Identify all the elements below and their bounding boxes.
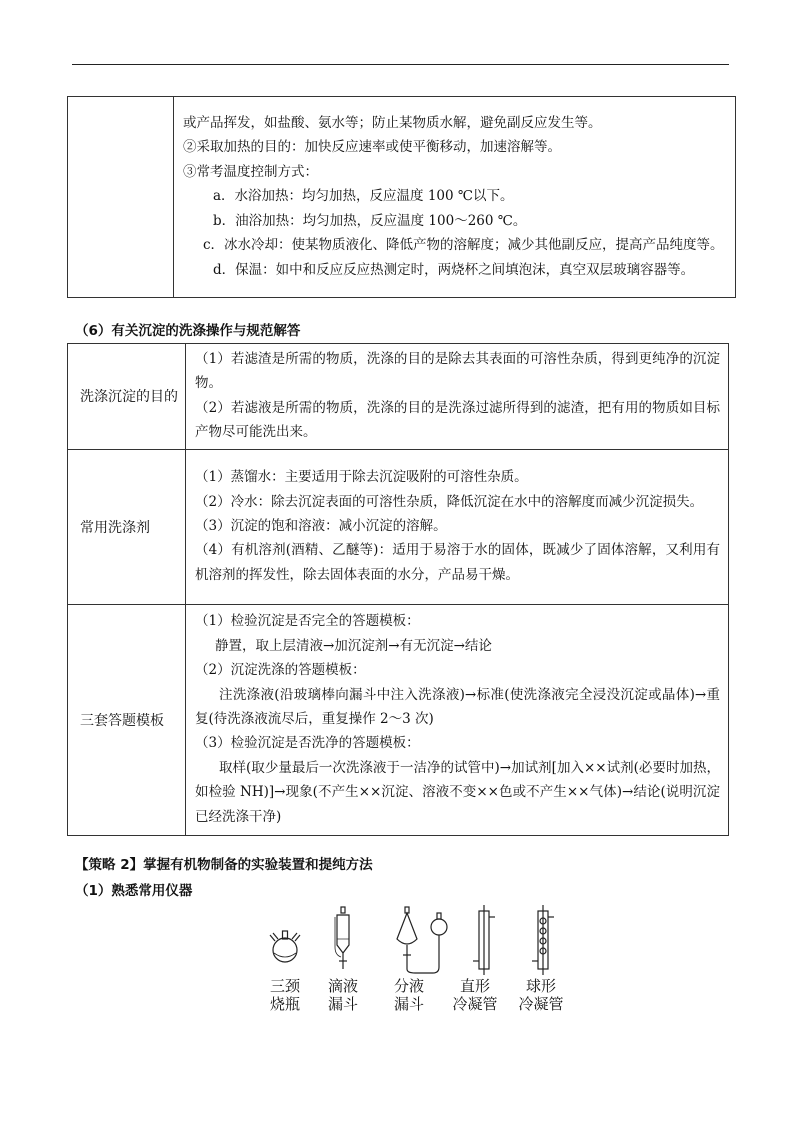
header-rule (72, 64, 729, 65)
detergents-content (186, 449, 729, 604)
row-label-detergents: 常用洗涤剂 (68, 449, 186, 604)
temperature-control-table (67, 96, 736, 298)
row-label-answer-templates: 三套答题模板 (68, 604, 186, 835)
bulb-condenser-icon (532, 905, 554, 975)
washing-purpose-line: （2）若滤液是所需的物质，洗涤的目的是洗涤过滤所得到的滤渣，把有用的物质如目标产物尽可能洗出来。 (195, 399, 720, 441)
table1-line: a．水浴加热：均匀加热，反应温度 100 ℃以下。 (213, 188, 514, 205)
template-line: （2）沉淀洗涤的答题模板： (195, 662, 366, 679)
row-label-washing-purpose: 洗涤沉淀的目的 (68, 344, 186, 450)
three-neck-flask-icon (270, 931, 300, 962)
table1-line: 或产品挥发，如盐酸、氨水等；防止某物质水解，避免副反应发生等。 (183, 115, 602, 132)
table1-left-cell (68, 97, 174, 298)
separatory-funnel-icon (397, 907, 447, 973)
detergent-line: （3）沉淀的饱和溶液：减小沉淀的溶解。 (195, 517, 447, 534)
template-line: 静置，取上层清液→加沉淀剂→有无沉淀→结论 (215, 637, 492, 654)
detergent-line: （2）冷水：除去沉淀表面的可溶性杂质，降低沉淀在水中的溶解度而减少沉淀损失。 (195, 493, 704, 510)
table1-line: ②采取加热的目的：加快反应速率或使平衡移动，加速溶解等。 (183, 139, 561, 156)
table1-line: ③常考温度控制方式： (183, 163, 318, 180)
table1-line: b．油浴加热：均匀加热，反应温度 100～260 ℃。 (213, 212, 527, 229)
apparatus-label-bulb-condenser: 球形 冷凝管 (518, 977, 564, 1013)
washing-purpose-line: （1）若滤渣是所需的物质，洗涤的目的是除去其表面的可溶性杂质，得到更纯净的沉淀物。 (195, 351, 720, 392)
detergent-line: （1）蒸馏水：主要适用于除去沉淀吸附的可溶性杂质。 (195, 469, 528, 486)
apparatus-label-separatory-funnel: 分液 漏斗 (393, 977, 424, 1013)
template-line: 取样(取少量最后一次洗涤液于一洁净的试管中)→加试剂[加入××试剂(必要时加热，如检验 NH)]→现象(不产生××沉淀、溶液不变××色或不产生××气体)→结论(说明沉淀已经洗涤干净) (195, 759, 720, 825)
template-line: 注洗涤液(沿玻璃棒向漏斗中注入洗涤液)→标准(使洗涤液完全浸没沉淀或晶体)→重复(待洗涤液流尽后，重复操作 2～3 次) (195, 686, 720, 727)
table1-content-cell (174, 97, 736, 298)
precipitate-washing-table (67, 343, 729, 836)
apparatus-label-straight-condenser: 直形 冷凝管 (452, 977, 498, 1013)
apparatus-figure (255, 905, 575, 1025)
straight-condenser-icon (473, 905, 495, 975)
apparatus-label-dropping-funnel: 滴液 漏斗 (327, 977, 358, 1013)
table1-line: c．冰水冷却：使某物质液化、降低产物的溶解度；减少其他副反应，提高产品纯度等。 (203, 237, 724, 254)
table1-line: d．保温：如中和反应反应热测定时，两烧杯之间填泡沫，真空双层玻璃容器等。 (213, 261, 695, 278)
dropping-funnel-icon (335, 907, 349, 969)
detergent-line: （4）有机溶剂(酒精、乙醚等)：适用于易溶于水的固体，既减少了固体溶解，又利用有机溶剂的挥发性，除去固体表面的水分，产品易干燥。 (195, 542, 720, 583)
washing-purpose-content (186, 344, 729, 450)
apparatus-drawings (255, 905, 575, 977)
template-line: （1）检验沉淀是否完全的答题模板： (195, 613, 420, 630)
answer-templates-content (186, 604, 729, 835)
apparatus-label-three-neck-flask: 三颈 烧瓶 (269, 977, 300, 1013)
template-line: （3）检验沉淀是否洗净的答题模板： (195, 735, 420, 752)
section-6-heading: （6）有关沉淀的洗涤操作与规范解答 (75, 323, 301, 339)
section-1-heading: （1）熟悉常用仪器 (75, 883, 193, 899)
strategy-2-heading: 【策略 2】掌握有机物制备的实验装置和提纯方法 (75, 857, 373, 873)
